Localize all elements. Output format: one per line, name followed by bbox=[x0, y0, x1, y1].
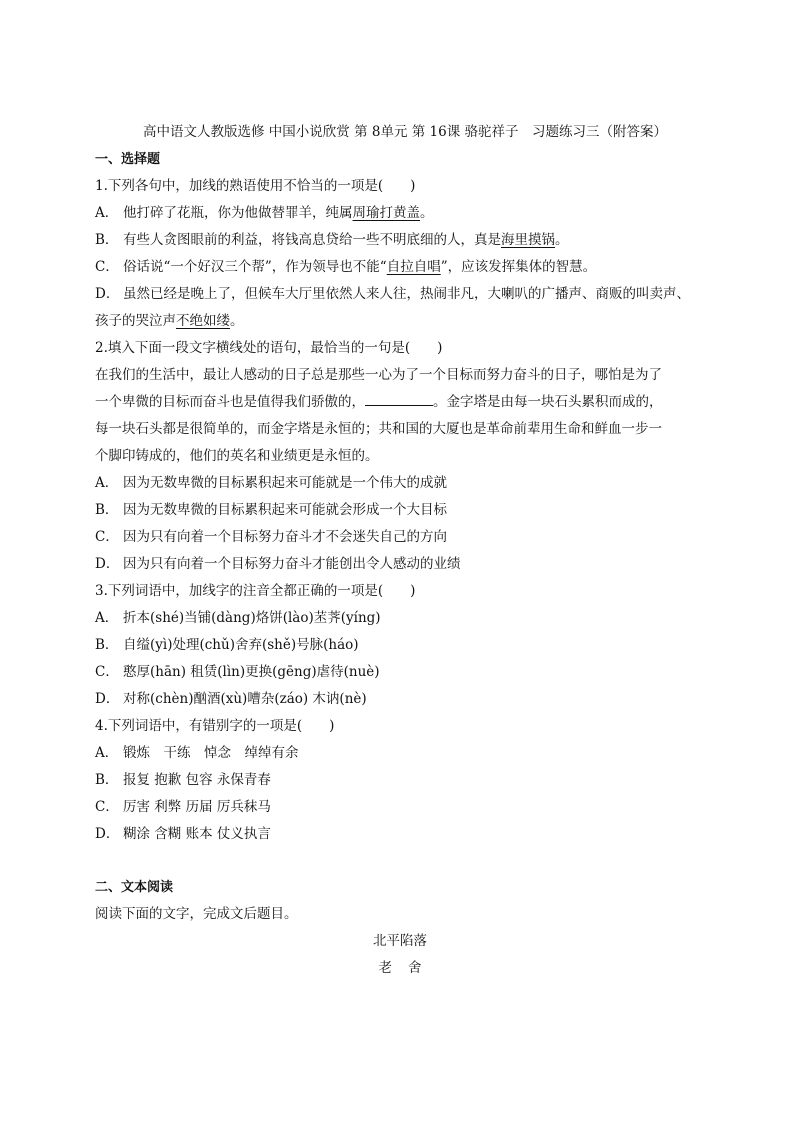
article-author-row bbox=[95, 955, 705, 982]
section-heading-1: 一、选择题 bbox=[95, 152, 161, 167]
underlined-idiom: 海里摸锅 bbox=[501, 232, 555, 248]
q4-option-c: C． 厉害 利弊 历届 厉兵秣马 bbox=[95, 799, 271, 815]
q2-passage-line-1: 在我们的生活中，最让人感动的日子总是那些一心为了一个目标而努力奋斗的日子，哪怕是为了 bbox=[95, 367, 662, 383]
q2-passage-line-3: 每一块石头都是很简单的，而金字塔是永恒的；共和国的大厦也是革命前辈用生命和鲜血一步一 bbox=[95, 421, 662, 437]
q3-option-a: A． 折本(shé)当铺(dàng)烙饼(lào)苤荠(yíng) bbox=[95, 610, 381, 626]
q2-option-c: C． 因为只有向着一个目标努力奋斗才不会迷失自己的方向 bbox=[95, 529, 447, 545]
article-author: 老舍 bbox=[378, 960, 438, 976]
q1-option-a: A． 他打碎了花瓶，你为他做替罪羊，纯属周瑜打黄盖。 bbox=[95, 205, 434, 221]
question-2-stem: 2.填入下面一段文字横线处的语句，最恰当的一句是( ) bbox=[95, 340, 443, 356]
q2-passage-line-4: 个脚印铸成的，他们的英名和业绩更是永恒的。 bbox=[95, 448, 379, 464]
q2-option-b: B． 因为无数卑微的目标累积起来可能就会形成一个大目标 bbox=[95, 502, 447, 518]
q2-option-d: D． 因为只有向着一个目标努力奋斗才能创出令人感动的业绩 bbox=[95, 556, 461, 572]
underlined-idiom: 不绝如缕 bbox=[176, 313, 230, 329]
document-content bbox=[95, 119, 705, 982]
q2-option-a: A． 因为无数卑微的目标累积起来可能就是一个伟大的成就 bbox=[95, 475, 447, 491]
question-3-stem: 3.下列词语中，加线字的注音全都正确的一项是( ) bbox=[95, 583, 416, 599]
q1-option-b: B． 有些人贪图眼前的利益，将钱高息贷给一些不明底细的人，真是海里摸锅。 bbox=[95, 232, 569, 248]
question-1-stem: 1.下列各句中，加线的熟语使用不恰当的一项是( ) bbox=[95, 178, 416, 194]
q1-option-c: C． 俗话说“一个好汉三个帮”，作为领导也不能“自拉自唱”，应该发挥集体的智慧。 bbox=[95, 259, 597, 275]
underlined-idiom: 周瑜打黄盖 bbox=[352, 205, 420, 221]
underlined-idiom: 自拉自唱 bbox=[386, 259, 441, 275]
q3-option-c: C． 憨厚(hān) 租赁(lìn)更换(gēng)虐待(nuè) bbox=[95, 664, 380, 680]
q4-option-b: B． 报复 抱歉 包容 永保青春 bbox=[95, 772, 271, 788]
fill-in-blank bbox=[365, 391, 433, 406]
q4-option-a: A． 锻炼 干练 悼念 绰绰有余 bbox=[95, 745, 299, 761]
question-4-stem: 4.下列词语中，有错别字的一项是( ) bbox=[95, 718, 335, 734]
q4-option-d: D． 糊涂 含糊 账本 仗义执言 bbox=[95, 826, 271, 842]
article-title: 北平陷落 bbox=[373, 933, 427, 949]
q2-passage-line-2: 一个卑微的目标而奋斗也是值得我们骄傲的， 。金字塔是由每一块石头累积而成的， bbox=[95, 389, 705, 416]
spacer bbox=[95, 848, 705, 874]
q1-option-d-line2: 孩子的哭泣声不绝如缕。 bbox=[95, 313, 244, 329]
q3-option-d: D． 对称(chèn)酗酒(xù)嘈杂(záo) 木讷(nè) bbox=[95, 691, 367, 707]
section-heading-2: 二、文本阅读 bbox=[95, 880, 174, 895]
q1-option-d-line1: D． 虽然已经是晚上了，但候车大厅里依然人来人往，热闹非凡，大喇叭的广播声、商贩的叫卖声、 bbox=[95, 286, 690, 302]
q3-option-b: B． 自缢(yì)处理(chǔ)舍弃(shě)号脉(háo) bbox=[95, 637, 359, 653]
reading-instruction: 阅读下面的文字，完成文后题目。 bbox=[95, 906, 298, 922]
document-title: 高中语文人教版选修 中国小说欣赏 第 8单元 第 16课 骆驼祥子 习题练习三（附答案） bbox=[142, 124, 667, 140]
